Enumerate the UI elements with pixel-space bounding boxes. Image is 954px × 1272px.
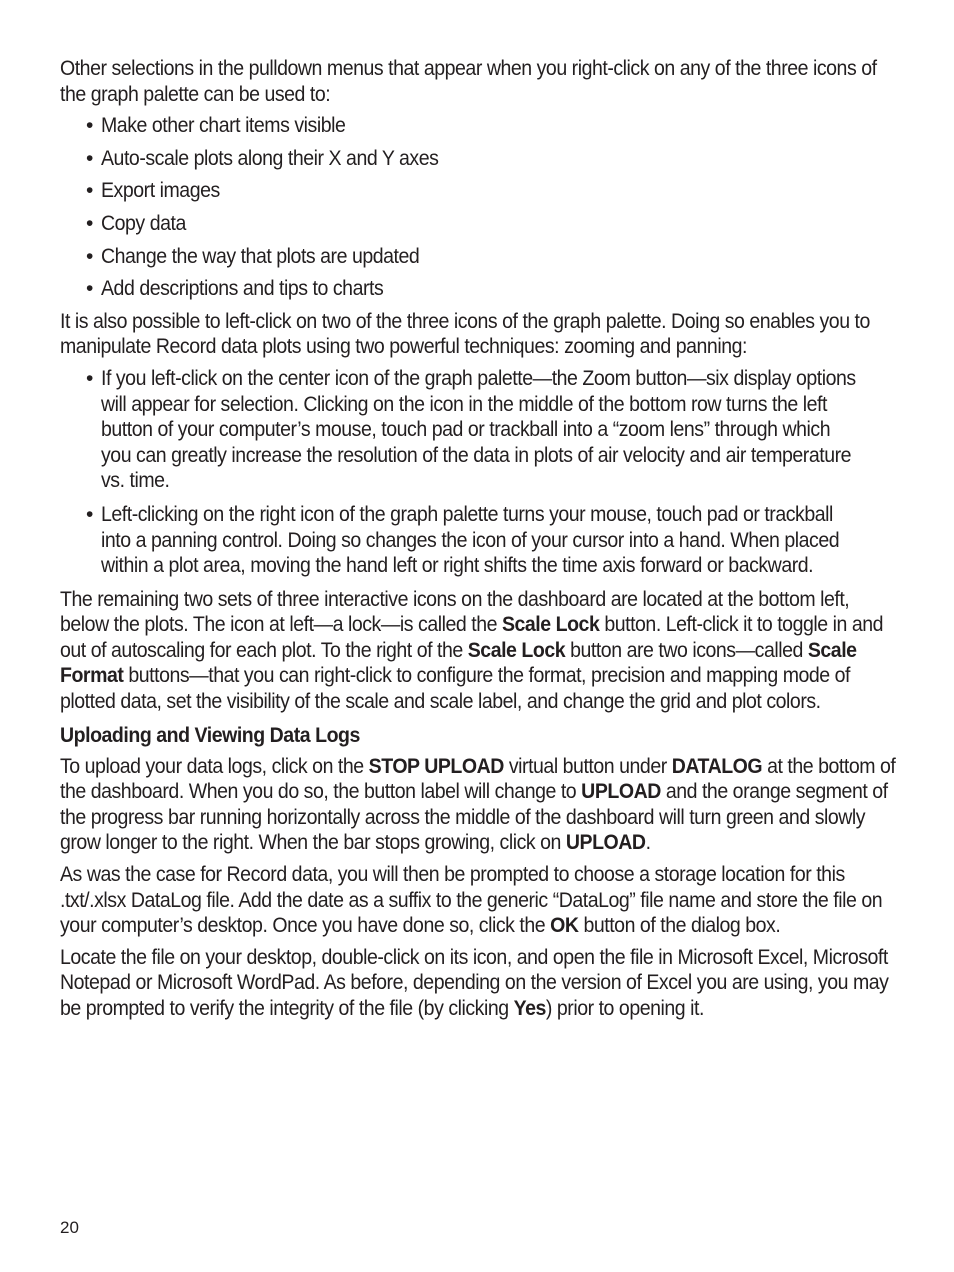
document-page: [60, 56, 898, 1028]
text-run: button of the dialog box.: [578, 914, 781, 938]
bullet-icon: •: [86, 211, 94, 235]
text-run: virtual button under: [503, 754, 672, 778]
intro-paragraph: Other selections in the pulldown menus that appear when you right-click on any of the three icons of the graph palette can be used to:: [60, 57, 877, 106]
text-run: button. Left-click it to toggle in and out of autoscaling for each plot. To the right of the: [60, 613, 884, 662]
bullet-icon: •: [86, 179, 94, 203]
text-run: To upload your data logs, click on the: [60, 754, 369, 778]
record-paragraph: [60, 862, 902, 939]
text-run: As was the case for Record data, you will then be prompted to choose a storage location for this .txt/.xlsx DataLog file. Add the date as a suffix to the generic “DataLog” file name and store the file on your computer’s desktop. Once you have done so, click the: [60, 863, 883, 938]
text-run: Locate the file on your desktop, double-click on its icon, and open the file in Microsoft Excel, Microsoft Notepad or Microsoft WordPad. As before, depending on the version of Excel you are using, you may be prompted to verify the integrity of the file (by clicking: [60, 945, 889, 1020]
text-run: ) prior to opening it.: [545, 997, 704, 1020]
bullet-icon: •: [86, 502, 94, 526]
list-item: [86, 146, 898, 172]
left-click-paragraph: It is also possible to left-click on two of the three icons of the graph palette. Doing so enables you to manipulate Record data plots using two powerful techniques: zooming and panning:: [60, 309, 870, 359]
text-run: buttons—that you can right-click to configure the format, precision and mapping mode of plotted data, set the visibility of the scale and scale label, and change the grid and plot colors.: [60, 664, 851, 714]
bullet-icon: •: [86, 366, 94, 390]
list-item: [86, 244, 898, 270]
bullet-icon: •: [86, 244, 94, 268]
term-scale-lock: Scale Lock: [501, 613, 600, 637]
term-upload: UPLOAD: [565, 831, 646, 855]
term-datalog: DATALOG: [671, 754, 763, 778]
term-ok: OK: [550, 914, 579, 938]
text-run: .: [645, 831, 651, 855]
text-run: at the bottom of the dashboard. When you do so, the button label will change to: [60, 754, 896, 804]
page-number: 20: [60, 1218, 79, 1237]
term-stop-upload: STOP UPLOAD: [368, 754, 504, 778]
bullet-icon: •: [86, 114, 94, 138]
list-item: [86, 178, 898, 204]
list-item: [86, 211, 898, 237]
term-yes: Yes: [513, 997, 546, 1020]
section-heading: Uploading and Viewing Data Logs: [60, 723, 360, 747]
upload-paragraph: [60, 754, 902, 856]
bullet-icon: •: [86, 277, 94, 301]
text-run: The remaining two sets of three interactive icons on the dashboard are located at the bottom left, below the plots. The icon at left—a lock—is called the: [60, 587, 850, 637]
term-upload: UPLOAD: [581, 780, 661, 804]
bullet-list-techniques: [60, 366, 898, 579]
list-item: [86, 502, 898, 579]
list-item-text: Export images: [101, 179, 220, 203]
list-item: [86, 276, 898, 302]
bullet-icon: •: [86, 146, 94, 170]
list-item-text: Change the way that plots are updated: [101, 244, 420, 268]
term-scale-lock: Scale Lock: [467, 638, 566, 662]
remaining-icons-paragraph: [60, 587, 902, 715]
list-item: [86, 113, 898, 139]
locate-paragraph: [60, 945, 902, 1022]
list-item: [86, 366, 898, 494]
list-item-text: Left-clicking on the right icon of the graph palette turns your mouse, touch pad or trackball into a panning control. Doing so changes the icon of your cursor into a hand. When placed within a plot area, moving the hand left or right shifts the time axis forward or backward.: [101, 502, 840, 578]
list-item-text: Make other chart items visible: [101, 114, 346, 138]
bullet-list-options: [60, 113, 898, 302]
list-item-text: If you left-click on the center icon of the graph palette—the Zoom button—six display options will appear for selection. Clicking on the icon in the middle of the bottom row turns the left button of your computer’s mouse, touch pad or trackball into a “zoom lens” through which you can greatly increase the resolution of the data in plots of air velocity and air temperature vs. time.: [101, 366, 856, 493]
list-item-text: Add descriptions and tips to charts: [101, 277, 384, 301]
text-run: and the orange segment of the progress bar running horizontally across the middle of the dashboard will turn green and slowly grow longer to the right. When the bar stops growing, click on: [60, 780, 888, 855]
text-run: button are two icons—called: [565, 638, 808, 662]
term-scale-format: Scale Format: [60, 638, 857, 688]
list-item-text: Copy data: [101, 211, 186, 235]
list-item-text: Auto-scale plots along their X and Y axes: [101, 146, 439, 170]
